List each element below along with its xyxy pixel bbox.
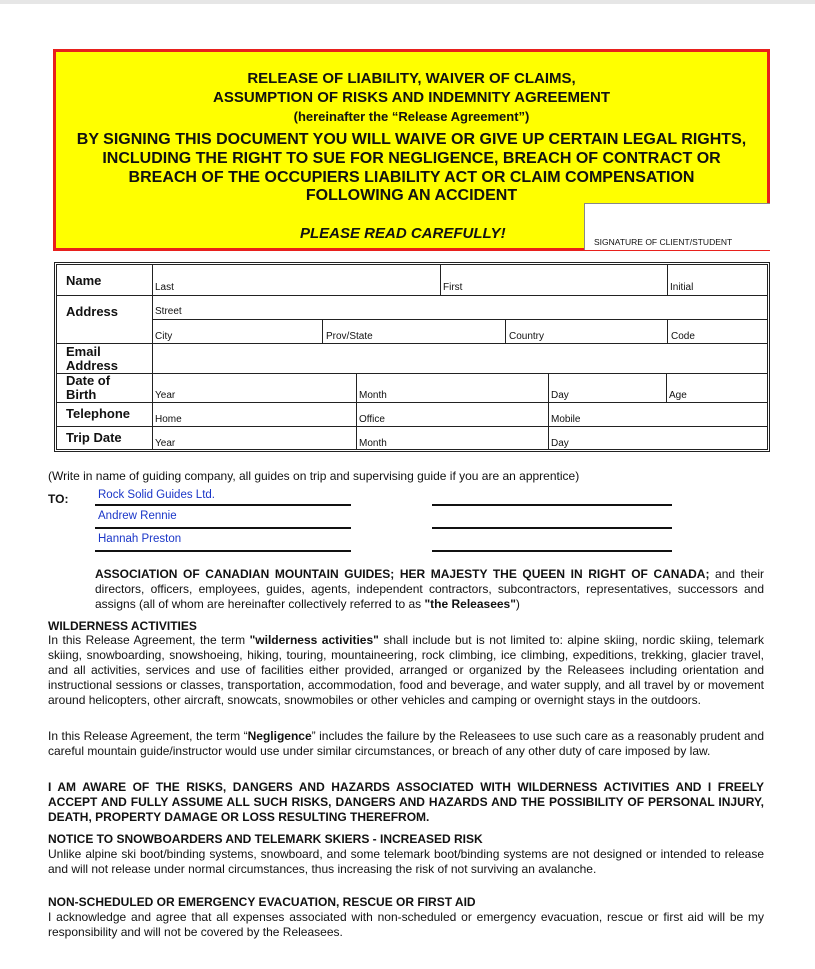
banner-warning-3: BREACH OF THE OCCUPIERS LIABILITY ACT OR CLAIM COMPENSATION <box>128 169 695 186</box>
prov-field[interactable]: Prov/State <box>326 331 373 342</box>
divider <box>548 426 549 449</box>
negligence-text-2: ” includes the failure by the Releasees to use such care as a reasonably prudent and careful mountain guide/instructor would use under similar circumstances, or breach of any other duty of care imposed by law. <box>48 729 765 758</box>
email-field[interactable] <box>155 349 765 371</box>
guide-entry-2[interactable]: Hannah Preston <box>98 533 182 545</box>
divider <box>57 343 767 344</box>
trip-day-field[interactable]: Day <box>551 438 569 449</box>
signature-label: SIGNATURE OF CLIENT/STUDENT <box>594 237 733 247</box>
guide-line-blank[interactable] <box>432 550 672 552</box>
divider <box>322 319 323 343</box>
trip-year-field[interactable]: Year <box>155 438 176 449</box>
guide-line-blank[interactable] <box>432 527 672 529</box>
snowboard-paragraph: Unlike alpine ski boot/binding systems, snowboard, and some telemark boot/binding systems are not designed or intended to release and will not release under normal circumstances, thus increasing the risk of not surviving an avalanche. <box>48 847 764 876</box>
divider <box>356 426 357 449</box>
office-phone-field[interactable]: Office <box>359 414 385 425</box>
street-field[interactable]: Street <box>155 306 182 317</box>
wilderness-term: "wilderness activities" <box>249 633 379 647</box>
banner-title-1: RELEASE OF LIABILITY, WAIVER OF CLAIMS, <box>247 70 576 87</box>
divider <box>505 319 506 343</box>
client-info-form <box>54 262 770 452</box>
evacuation-paragraph: I acknowledge and agree that all expenses associated with non-scheduled or emergency evacuation, rescue or first aid will be my responsibility and will not be covered by the Releasees. <box>48 910 764 939</box>
first-name-field[interactable]: First <box>443 282 463 293</box>
risk-acknowledgement: I AM AWARE OF THE RISKS, DANGERS AND HAZARDS ASSOCIATED WITH WILDERNESS ACTIVITIES AND I FREELY ACCEPT AND FULLY ASSUME ALL SUCH RISKS, DANGERS AND HAZARDS AND THE POSSIBILITY OF PERSONAL INJURY, DEATH, PROPERTY DAMAGE OR LOSS RESULTING THEREFROM. <box>48 780 764 824</box>
guide-line-blank[interactable] <box>432 504 672 506</box>
age-field[interactable]: Age <box>669 390 687 401</box>
divider <box>548 402 549 426</box>
read-carefully: PLEASE READ CAREFULLY! <box>300 225 506 242</box>
address-label: Address <box>66 304 119 319</box>
wilderness-heading: WILDERNESS ACTIVITIES <box>48 619 197 633</box>
initial-field[interactable]: Initial <box>670 282 694 293</box>
dob-label-1: Date of <box>66 373 111 388</box>
divider <box>440 265 441 295</box>
signature-field[interactable] <box>584 203 770 250</box>
releasees-close: ) <box>515 597 520 611</box>
trip-month-field[interactable]: Month <box>359 438 387 449</box>
wilderness-text-1: In this Release Agreement, the term <box>48 633 250 647</box>
email-label-1: Email <box>66 344 101 359</box>
trip-date-label: Trip Date <box>66 430 122 445</box>
releasees-text: and their directors, officers, employees, guides, agents, independent contractors, subcontractors, representatives, successors and assigns (all of whom are hereinafter collectively referred to as <box>95 567 764 611</box>
divider <box>57 426 767 427</box>
guide-entry-company[interactable]: Rock Solid Guides Ltd. <box>98 489 215 501</box>
negligence-term: Negligence <box>247 729 312 743</box>
divider <box>356 373 357 402</box>
negligence-paragraph <box>48 729 764 759</box>
dob-day-field[interactable]: Day <box>551 390 569 401</box>
divider <box>153 319 767 320</box>
divider <box>57 295 767 296</box>
last-name-field[interactable]: Last <box>155 282 174 293</box>
banner-title-2: ASSUMPTION OF RISKS AND INDEMNITY AGREEMENT <box>213 89 610 106</box>
negligence-text-1: In this Release Agreement, the term “ <box>48 729 248 743</box>
guide-line <box>95 504 351 506</box>
dob-label-2: Birth <box>66 387 97 402</box>
banner-warning-1: BY SIGNING THIS DOCUMENT YOU WILL WAIVE OR GIVE UP CERTAIN LEGAL RIGHTS, <box>76 131 747 148</box>
wilderness-paragraph <box>48 633 764 708</box>
dob-month-field[interactable]: Month <box>359 390 387 401</box>
code-field[interactable]: Code <box>671 331 695 342</box>
releasees-bold: ASSOCIATION OF CANADIAN MOUNTAIN GUIDES; HER MAJESTY THE QUEEN IN RIGHT OF CANADA; <box>95 567 710 581</box>
banner-subtitle: (hereinafter the “Release Agreement”) <box>293 109 530 124</box>
divider <box>666 373 667 402</box>
city-field[interactable]: City <box>155 331 173 342</box>
guide-line <box>95 550 351 552</box>
banner-warning-2: INCLUDING THE RIGHT TO SUE FOR NEGLIGENCE, BREACH OF CONTRACT OR <box>102 150 721 167</box>
name-label: Name <box>66 273 102 288</box>
divider <box>667 319 668 343</box>
snowboard-heading: NOTICE TO SNOWBOARDERS AND TELEMARK SKIERS - INCREASED RISK <box>48 832 483 846</box>
wilderness-text-2: shall include but is not limited to: alpine skiing, nordic skiing, telemark skiing, snowboarding, snowshoeing, hiking, touring, mountaineering, rock climbing, ice climbing, expeditions, trekking, glacier travel, and all activities, services and use of facilities either provided, arranged or organized by the Releasees including orientation and instructional sessions or classes, transportation, accommodation, food and beverage, and water supply, and all travel by or movement around helicopters, other aircraft, snowcats, snowmobiles or other vehicles and camping or overnight stays in the outdoors. <box>48 633 765 707</box>
releasees-quote: "the Releasees" <box>424 597 516 611</box>
to-label: TO: <box>48 492 69 506</box>
divider <box>356 402 357 426</box>
home-phone-field[interactable]: Home <box>155 414 182 425</box>
telephone-label: Telephone <box>66 406 131 421</box>
divider <box>57 402 767 403</box>
releasees-paragraph <box>95 567 764 612</box>
top-divider <box>0 0 815 4</box>
evacuation-heading: NON-SCHEDULED OR EMERGENCY EVACUATION, RESCUE OR FIRST AID <box>48 895 476 909</box>
label-column-divider <box>152 265 153 449</box>
guides-instruction: (Write in name of guiding company, all guides on trip and supervising guide if you are an apprentice) <box>48 469 580 483</box>
divider <box>57 373 767 374</box>
dob-year-field[interactable]: Year <box>155 390 176 401</box>
banner-warning-4: FOLLOWING AN ACCIDENT <box>305 187 518 204</box>
warning-banner <box>53 49 770 251</box>
guide-line <box>95 527 351 529</box>
guide-entry-1[interactable]: Andrew Rennie <box>98 510 177 522</box>
email-label-2: Address <box>66 358 119 373</box>
mobile-phone-field[interactable]: Mobile <box>551 414 581 425</box>
country-field[interactable]: Country <box>509 331 545 342</box>
divider <box>548 373 549 402</box>
divider <box>667 265 668 295</box>
